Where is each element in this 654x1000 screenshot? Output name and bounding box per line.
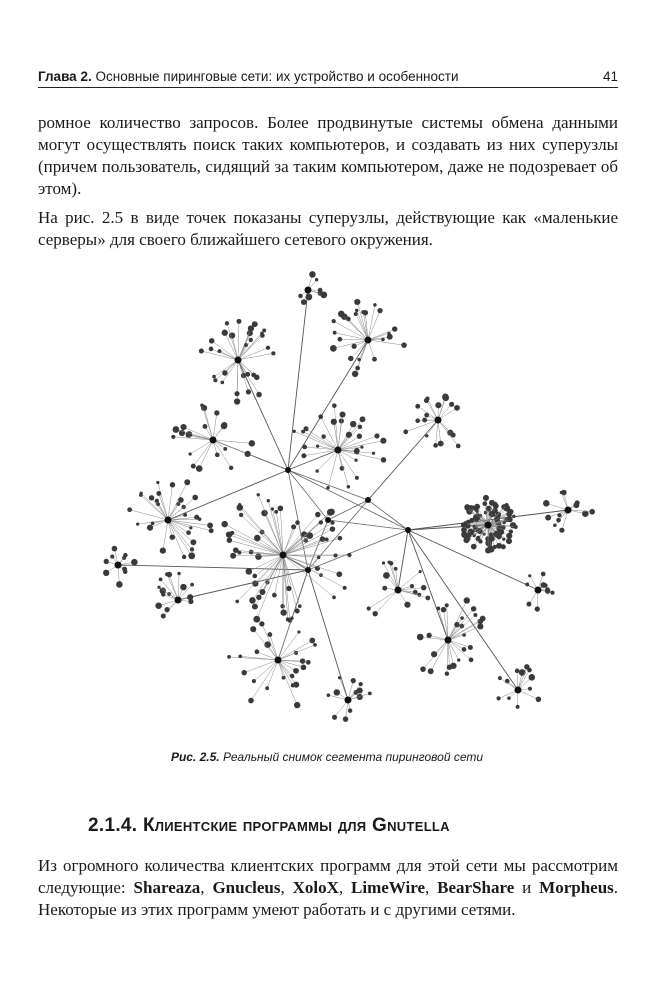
paragraph-3-connector: и [522, 878, 532, 897]
program-gnucleus: Gnucleus [212, 878, 281, 897]
chapter-title: Основные пиринговые сети: их устройство и особенности [95, 69, 459, 84]
figure-caption-label: Рис. 2.5. [170, 750, 220, 764]
figure-caption [0, 750, 654, 764]
paragraph-3-outro: Некоторые из этих программ умеют работать и с другими сетями. [38, 900, 516, 919]
page-number: 41 [602, 69, 618, 84]
chapter-label: Глава 2. [38, 69, 92, 84]
page-header [38, 62, 618, 84]
section-heading [88, 815, 450, 837]
paragraph-2: На рис. 2.5 в виде точек показаны суперузлы, действующие как «маленькие серверы» для своего ближайшего сетевого окружения. [38, 208, 618, 249]
header-rule [38, 87, 618, 88]
program-shareaza: Shareaza [133, 878, 201, 897]
section-number: 2.1.4. [88, 815, 138, 836]
network-graph-image [38, 270, 618, 740]
section-title: Клиентские программы для Gnutella [142, 815, 450, 836]
figure-caption-text: Реальный снимок сегмента пиринговой сети [222, 750, 484, 764]
paragraph-3-intro: Из огромного количества клиентских программ для этой сети мы рассмотрим следующие: [38, 856, 618, 897]
program-bearshare: BearShare [437, 878, 515, 897]
program-limewire: LimeWire [351, 878, 425, 897]
network-figure [38, 270, 618, 740]
program-morpheus: Morpheus [539, 878, 614, 897]
running-title [38, 69, 458, 84]
program-xolox: XoloX [292, 878, 339, 897]
paragraph-3: Из огромного количества клиентских программ для этой сети мы рассмотрим следующие: Shareaza, Gnucleus, XoloX, LimeWire, BearShare и Morpheus. Некоторые из этих программ умеют работать и с другими сетями. [38, 856, 619, 919]
paragraph-1: ромное количество запросов. Более продвинутые системы обмена данными могут осуществлять поиск таких компьютеров, и создавать из них суперузлы (причем пользователь, сидящий за таким компьютером, даже не подозревает об этом). [38, 113, 618, 198]
